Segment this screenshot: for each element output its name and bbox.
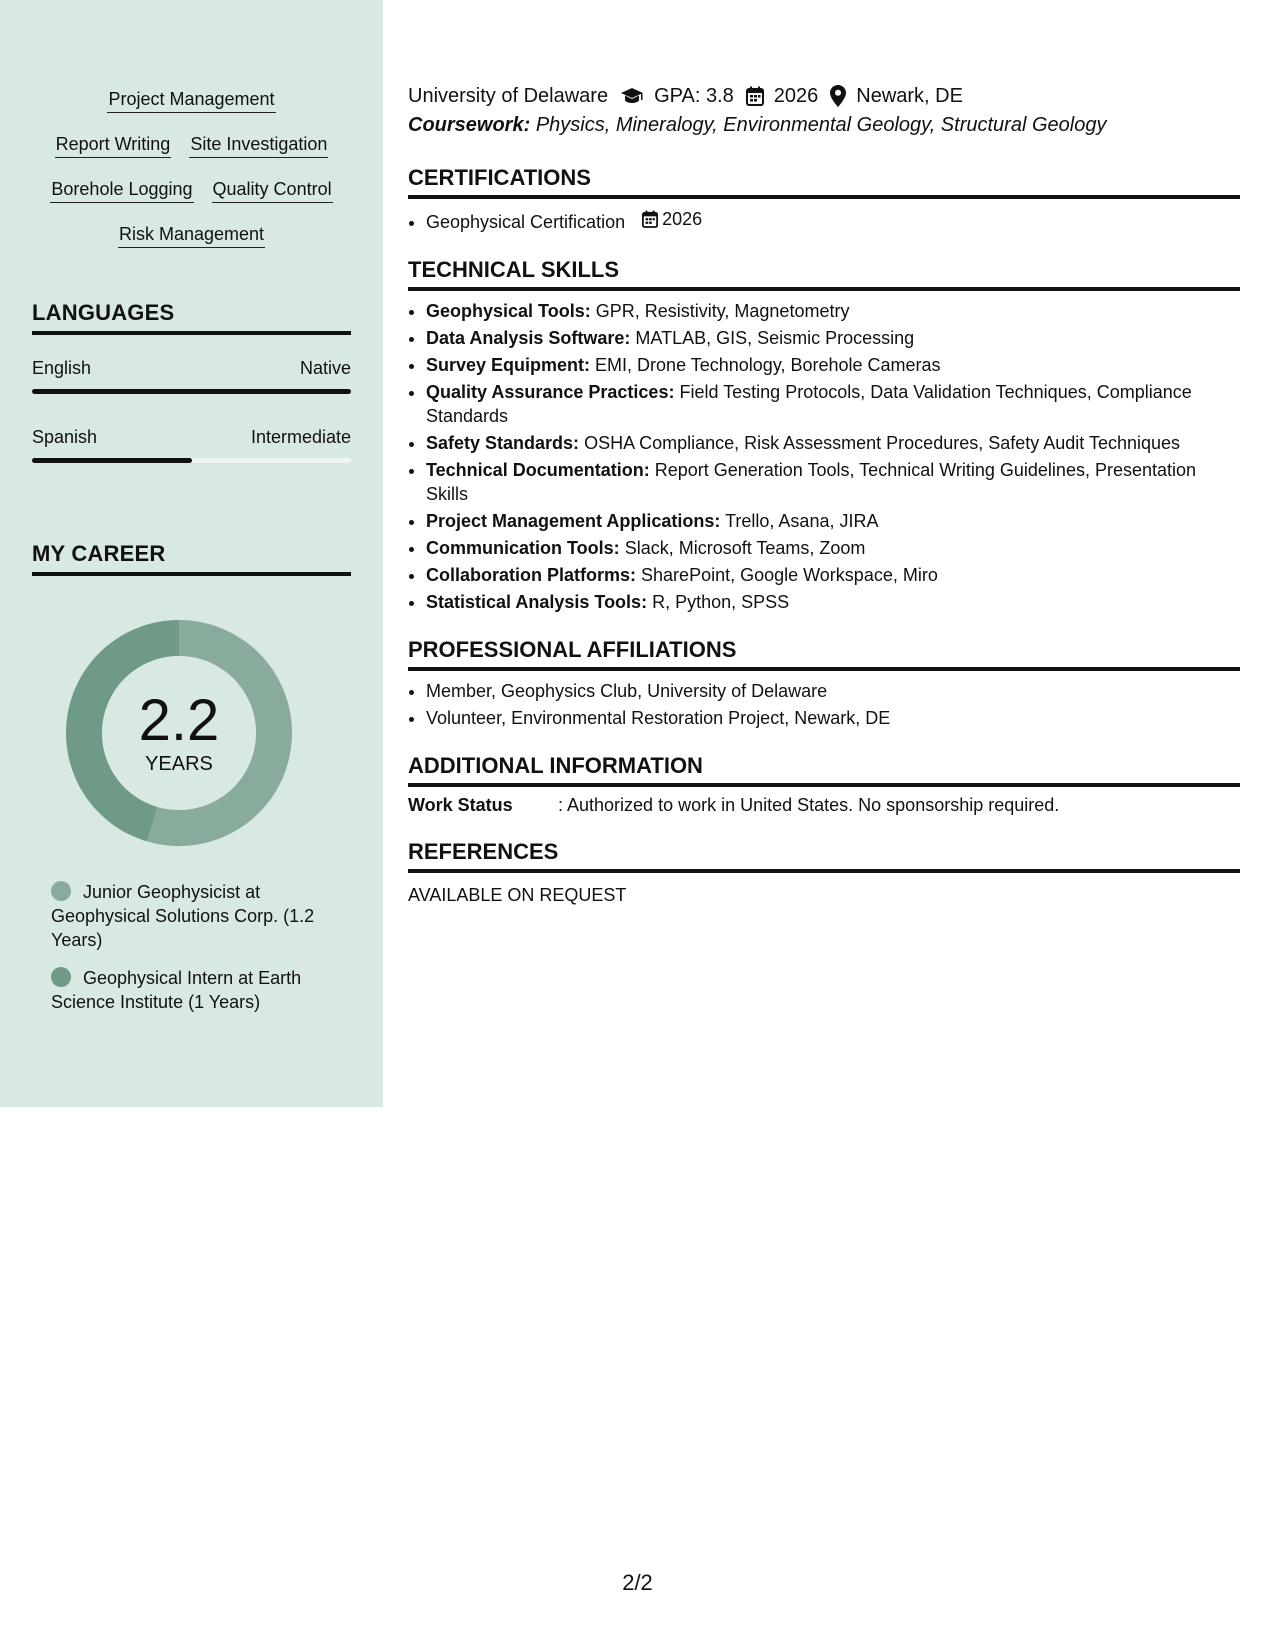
additional-info-heading: ADDITIONAL INFORMATION [408,752,1240,787]
skill-value: R, Python, SPSS [652,592,790,612]
work-status-row [408,795,1240,816]
skill-item [426,563,1240,587]
language-level-fill [32,389,351,394]
skill-value: EMI, Drone Technology, Borehole Cameras [595,355,941,375]
language-name: Spanish [32,427,98,447]
skill-value: Slack, Microsoft Teams, Zoom [624,538,866,558]
certification-date: 2026 [662,209,703,229]
skill-label: Communication Tools: [426,538,620,558]
language-level-bar [32,389,351,394]
skill-label: Data Analysis Software: [426,328,631,348]
skill-tag: Report Writing [55,131,172,158]
skill-label: Survey Equipment: [426,355,591,375]
language-level-bar [32,458,351,463]
work-status-label: Work Status [408,795,513,815]
career-item-text: Junior Geophysicist at Geophysical Solutions Corp. (1.2 Years) [51,882,315,950]
skill-label: Statistical Analysis Tools: [426,592,648,612]
skill-item [426,380,1240,428]
affiliation-item: • Volunteer, Environmental Restoration Project, Newark, DE [426,706,1240,730]
skill-item [426,326,1240,350]
skill-item [426,299,1240,323]
skill-tag-row [0,221,383,266]
skill-label: Safety Standards: [426,433,580,453]
skill-label: Quality Assurance Practices: [426,382,675,402]
certification-name: Geophysical Certification [426,212,626,232]
career-item [51,880,341,952]
education-line [408,80,1240,112]
skill-value: Field Testing Protocols, Data Validation Techniques, Compliance Standards [426,382,1192,426]
main-content [408,80,1240,906]
skill-item [426,458,1240,506]
career-item [51,966,341,1014]
skill-tag: Quality Control [212,176,333,203]
skill-tag-row [0,86,383,131]
skill-item [426,509,1240,533]
career-donut-chart [66,620,292,846]
coursework [408,114,1240,142]
skill-tags [0,86,383,266]
coursework-list: Physics, Mineralogy, Environmental Geology, Structural Geology [535,114,1107,136]
certifications-list [408,207,1240,234]
skill-tag: Site Investigation [189,131,328,158]
language-level-fill [32,458,192,463]
languages-heading: LANGUAGES [32,300,351,335]
career-legend [51,880,341,1028]
calendar-icon [642,210,658,228]
skill-item [426,431,1240,455]
skill-label: Technical Documentation: [426,460,650,480]
technical-skills-list [408,299,1240,614]
skill-value: GPR, Resistivity, Magnetometry [595,301,850,321]
affiliations-list [408,679,1240,730]
references-heading: REFERENCES [408,838,1240,873]
page-number: 2/2 [622,1570,653,1595]
skill-value: Trello, Asana, JIRA [725,511,879,531]
skill-label: Geophysical Tools: [426,301,591,321]
language-english [32,358,351,394]
gpa: GPA: 3.8 [654,84,734,107]
career-total-unit: YEARS [145,752,213,775]
skill-item [426,590,1240,614]
skill-tag: Borehole Logging [50,176,193,203]
legend-dot-icon [51,881,71,901]
skill-tag: Risk Management [118,221,265,248]
school-name: University of Delaware [408,84,609,107]
calendar-icon [746,86,764,106]
skill-tag-row [0,176,383,221]
legend-dot-icon [51,967,71,987]
references-text: AVAILABLE ON REQUEST [408,885,627,905]
skill-value: OSHA Compliance, Risk Assessment Procedures, Safety Audit Techniques [584,433,1181,453]
skill-label: Project Management Applications: [426,511,721,531]
work-status-value: : Authorized to work in United States. No sponsorship required. [558,795,1060,815]
coursework-label: Coursework: [408,114,531,136]
career-total-value: 2.2 [138,687,220,753]
skill-tag: Project Management [107,86,275,113]
skill-item [426,536,1240,560]
skill-label: Collaboration Platforms: [426,565,637,585]
technical-skills-heading: TECHNICAL SKILLS [408,256,1240,291]
career-heading: MY CAREER [32,541,351,576]
language-level: Native [299,358,351,378]
certifications-heading: CERTIFICATIONS [408,164,1240,199]
career-item-text: Geophysical Intern at Earth Science Institute (1 Years) [51,968,302,1012]
school-location: Newark, DE [856,84,963,107]
skill-tag-row [0,131,383,176]
sidebar [0,0,383,1107]
graduation-year: 2026 [773,84,819,107]
location-pin-icon [830,85,846,107]
skill-value: MATLAB, GIS, Seismic Processing [635,328,915,348]
skill-value: Report Generation Tools, Technical Writing Guidelines, Presentation Skills [426,460,1197,504]
certification-item [426,207,1240,234]
skill-item [426,353,1240,377]
affiliations-heading: PROFESSIONAL AFFILIATIONS [408,636,1240,671]
skill-value: SharePoint, Google Workspace, Miro [641,565,938,585]
affiliation-item: • Member, Geophysics Club, University of Delaware [426,679,1240,703]
language-spanish [32,427,351,463]
language-level: Intermediate [250,427,351,447]
language-name: English [32,358,92,378]
graduation-cap-icon [620,86,644,106]
